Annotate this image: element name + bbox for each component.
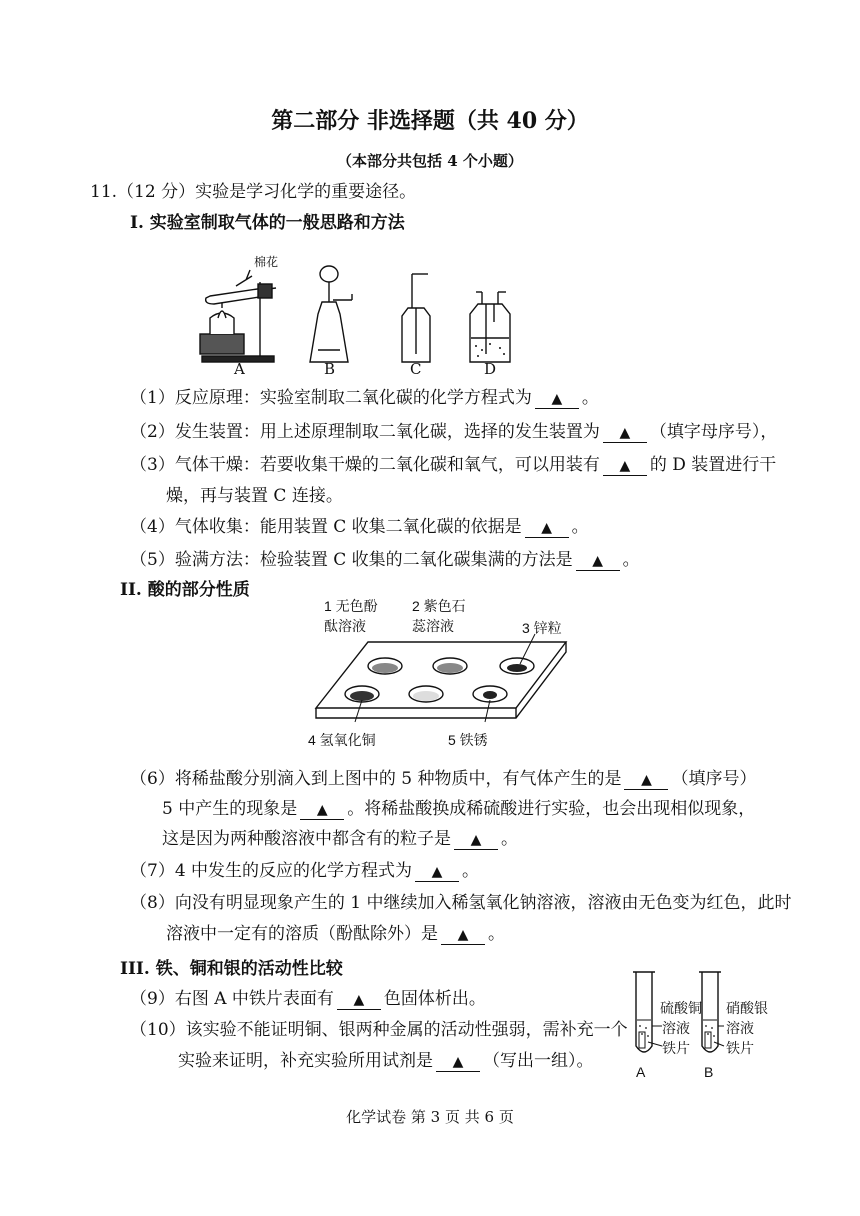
gas-apparatus-figure	[190, 252, 550, 376]
q6-line2-text: 5 中产生的现象是	[162, 799, 298, 819]
question-5	[130, 548, 640, 572]
q6-line3-tail: 。	[501, 829, 518, 849]
answer-blank[interactable]: ▲	[415, 863, 459, 882]
apparatus-label-c: C	[410, 360, 422, 376]
part-1-heading: I. 实验室制取气体的一般思路和方法	[130, 213, 405, 233]
question-9	[130, 987, 486, 1011]
question-6-line-2	[162, 797, 755, 821]
spot-plate-figure	[300, 596, 580, 756]
answer-blank[interactable]: ▲	[436, 1053, 480, 1072]
q6-line3-text: 这是因为两种酸溶液中都含有的粒子是	[162, 829, 451, 849]
answer-blank[interactable]: ▲	[576, 552, 620, 571]
q6-tail: （填序号）	[671, 769, 757, 789]
question-7	[130, 859, 479, 883]
plate-label-4: 4 氢氧化铜	[308, 732, 376, 748]
q4-tail: 。	[571, 517, 589, 537]
section-title: 第二部分 非选择题（共 40 分）	[271, 108, 589, 134]
test-tube-figure	[622, 966, 792, 1084]
tube-a-solution-label-2: 溶液	[662, 1020, 690, 1036]
question-10: （10）该实验不能证明铜、银两种金属的活动性强弱，需补充一个	[130, 1020, 628, 1040]
q2-text: （2）发生装置：用上述原理制取二氧化碳，选择的发生装置为	[130, 422, 600, 442]
answer-blank[interactable]: ▲	[337, 991, 381, 1010]
answer-blank[interactable]: ▲	[603, 424, 647, 443]
q1-tail: 。	[581, 388, 599, 408]
q4-text: （4）气体收集：能用装置 C 收集二氧化碳的依据是	[130, 517, 522, 537]
q7-text: （7）4 中发生的反应的化学方程式为	[130, 861, 413, 881]
question-2	[130, 420, 777, 444]
part-3-heading: III. 铁、铜和银的活动性比较	[120, 959, 343, 979]
question-8-line-2	[166, 922, 505, 946]
question-6-line-3	[162, 827, 518, 851]
question-11-stem: 11.（12 分）实验是学习化学的重要途径。	[90, 182, 417, 202]
answer-blank[interactable]: ▲	[441, 926, 485, 945]
q8-line2-text: 溶液中一定有的溶质（酚酞除外）是	[166, 924, 438, 944]
tube-a-label: A	[636, 1064, 646, 1080]
q3-tail: 的 D 装置进行干	[649, 455, 777, 475]
question-6	[130, 767, 756, 791]
answer-blank[interactable]: ▲	[624, 771, 668, 790]
q8-line2-tail: 。	[488, 924, 505, 944]
question-4	[130, 515, 589, 539]
plate-label-3: 3 锌粒	[522, 620, 562, 636]
apparatus-label-d: D	[484, 360, 497, 376]
section-note: （本部分共包括 4 个小题）	[337, 152, 523, 170]
answer-blank[interactable]: ▲	[454, 831, 498, 850]
q3-text: （3）气体干燥：若要收集干燥的二氧化碳和氧气，可以用装有	[130, 455, 600, 475]
question-8: （8）向没有明显现象产生的 1 中继续加入稀氢氧化钠溶液，溶液由无色变为红色，此时	[130, 893, 792, 913]
q10-line2-tail: （写出一组）。	[483, 1051, 594, 1071]
tube-a-metal-label: 铁片	[662, 1040, 690, 1056]
tube-b-label: B	[704, 1064, 714, 1080]
plate-label-1b: 酞溶液	[324, 618, 366, 634]
q1-text: （1）反应原理：实验室制取二氧化碳的化学方程式为	[130, 388, 532, 408]
question-3-line-2: 燥，再与装置 C 连接。	[166, 486, 343, 506]
q9-tail: 色固体析出。	[383, 989, 486, 1009]
answer-blank[interactable]: ▲	[603, 457, 647, 476]
tube-b-solution-label: 硝酸银	[726, 1000, 768, 1016]
plate-label-2b: 蕊溶液	[412, 618, 454, 634]
plate-label-5: 5 铁锈	[448, 732, 488, 748]
answer-blank[interactable]: ▲	[300, 801, 344, 820]
q6-line2-tail: 。将稀盐酸换成稀硫酸进行实验，也会出现相似现象，	[347, 799, 756, 819]
answer-blank[interactable]: ▲	[525, 519, 569, 538]
answer-blank[interactable]: ▲	[535, 390, 579, 409]
q5-text: （5）验满方法：检验装置 C 收集的二氧化碳集满的方法是	[130, 550, 573, 570]
plate-label-2a: 2 紫色石	[412, 598, 466, 614]
q2-tail: （填字母序号），	[649, 422, 778, 442]
question-10-line-2	[178, 1049, 594, 1073]
q7-tail: 。	[462, 861, 480, 881]
q5-tail: 。	[622, 550, 640, 570]
part-2-heading: II. 酸的部分性质	[120, 580, 250, 600]
plate-label-1a: 1 无色酚	[324, 598, 378, 614]
q6-text: （6）将稀盐酸分别滴入到上图中的 5 种物质中，有气体产生的是	[130, 769, 622, 789]
tube-b-solution-label-2: 溶液	[726, 1020, 754, 1036]
q9-text: （9）右图 A 中铁片表面有	[130, 989, 334, 1009]
apparatus-label-a: A	[234, 360, 245, 376]
cotton-label: 棉花	[254, 255, 279, 269]
apparatus-label-b: B	[324, 360, 336, 376]
tube-a-solution-label: 硫酸铜	[660, 1000, 702, 1016]
tube-b-metal-label: 铁片	[726, 1040, 754, 1056]
question-1	[130, 386, 599, 410]
question-3	[130, 453, 776, 477]
q10-line2-text: 实验来证明，补充实验所用试剂是	[178, 1051, 433, 1071]
page-footer: 化学试卷 第 3 页 共 6 页	[346, 1108, 514, 1126]
